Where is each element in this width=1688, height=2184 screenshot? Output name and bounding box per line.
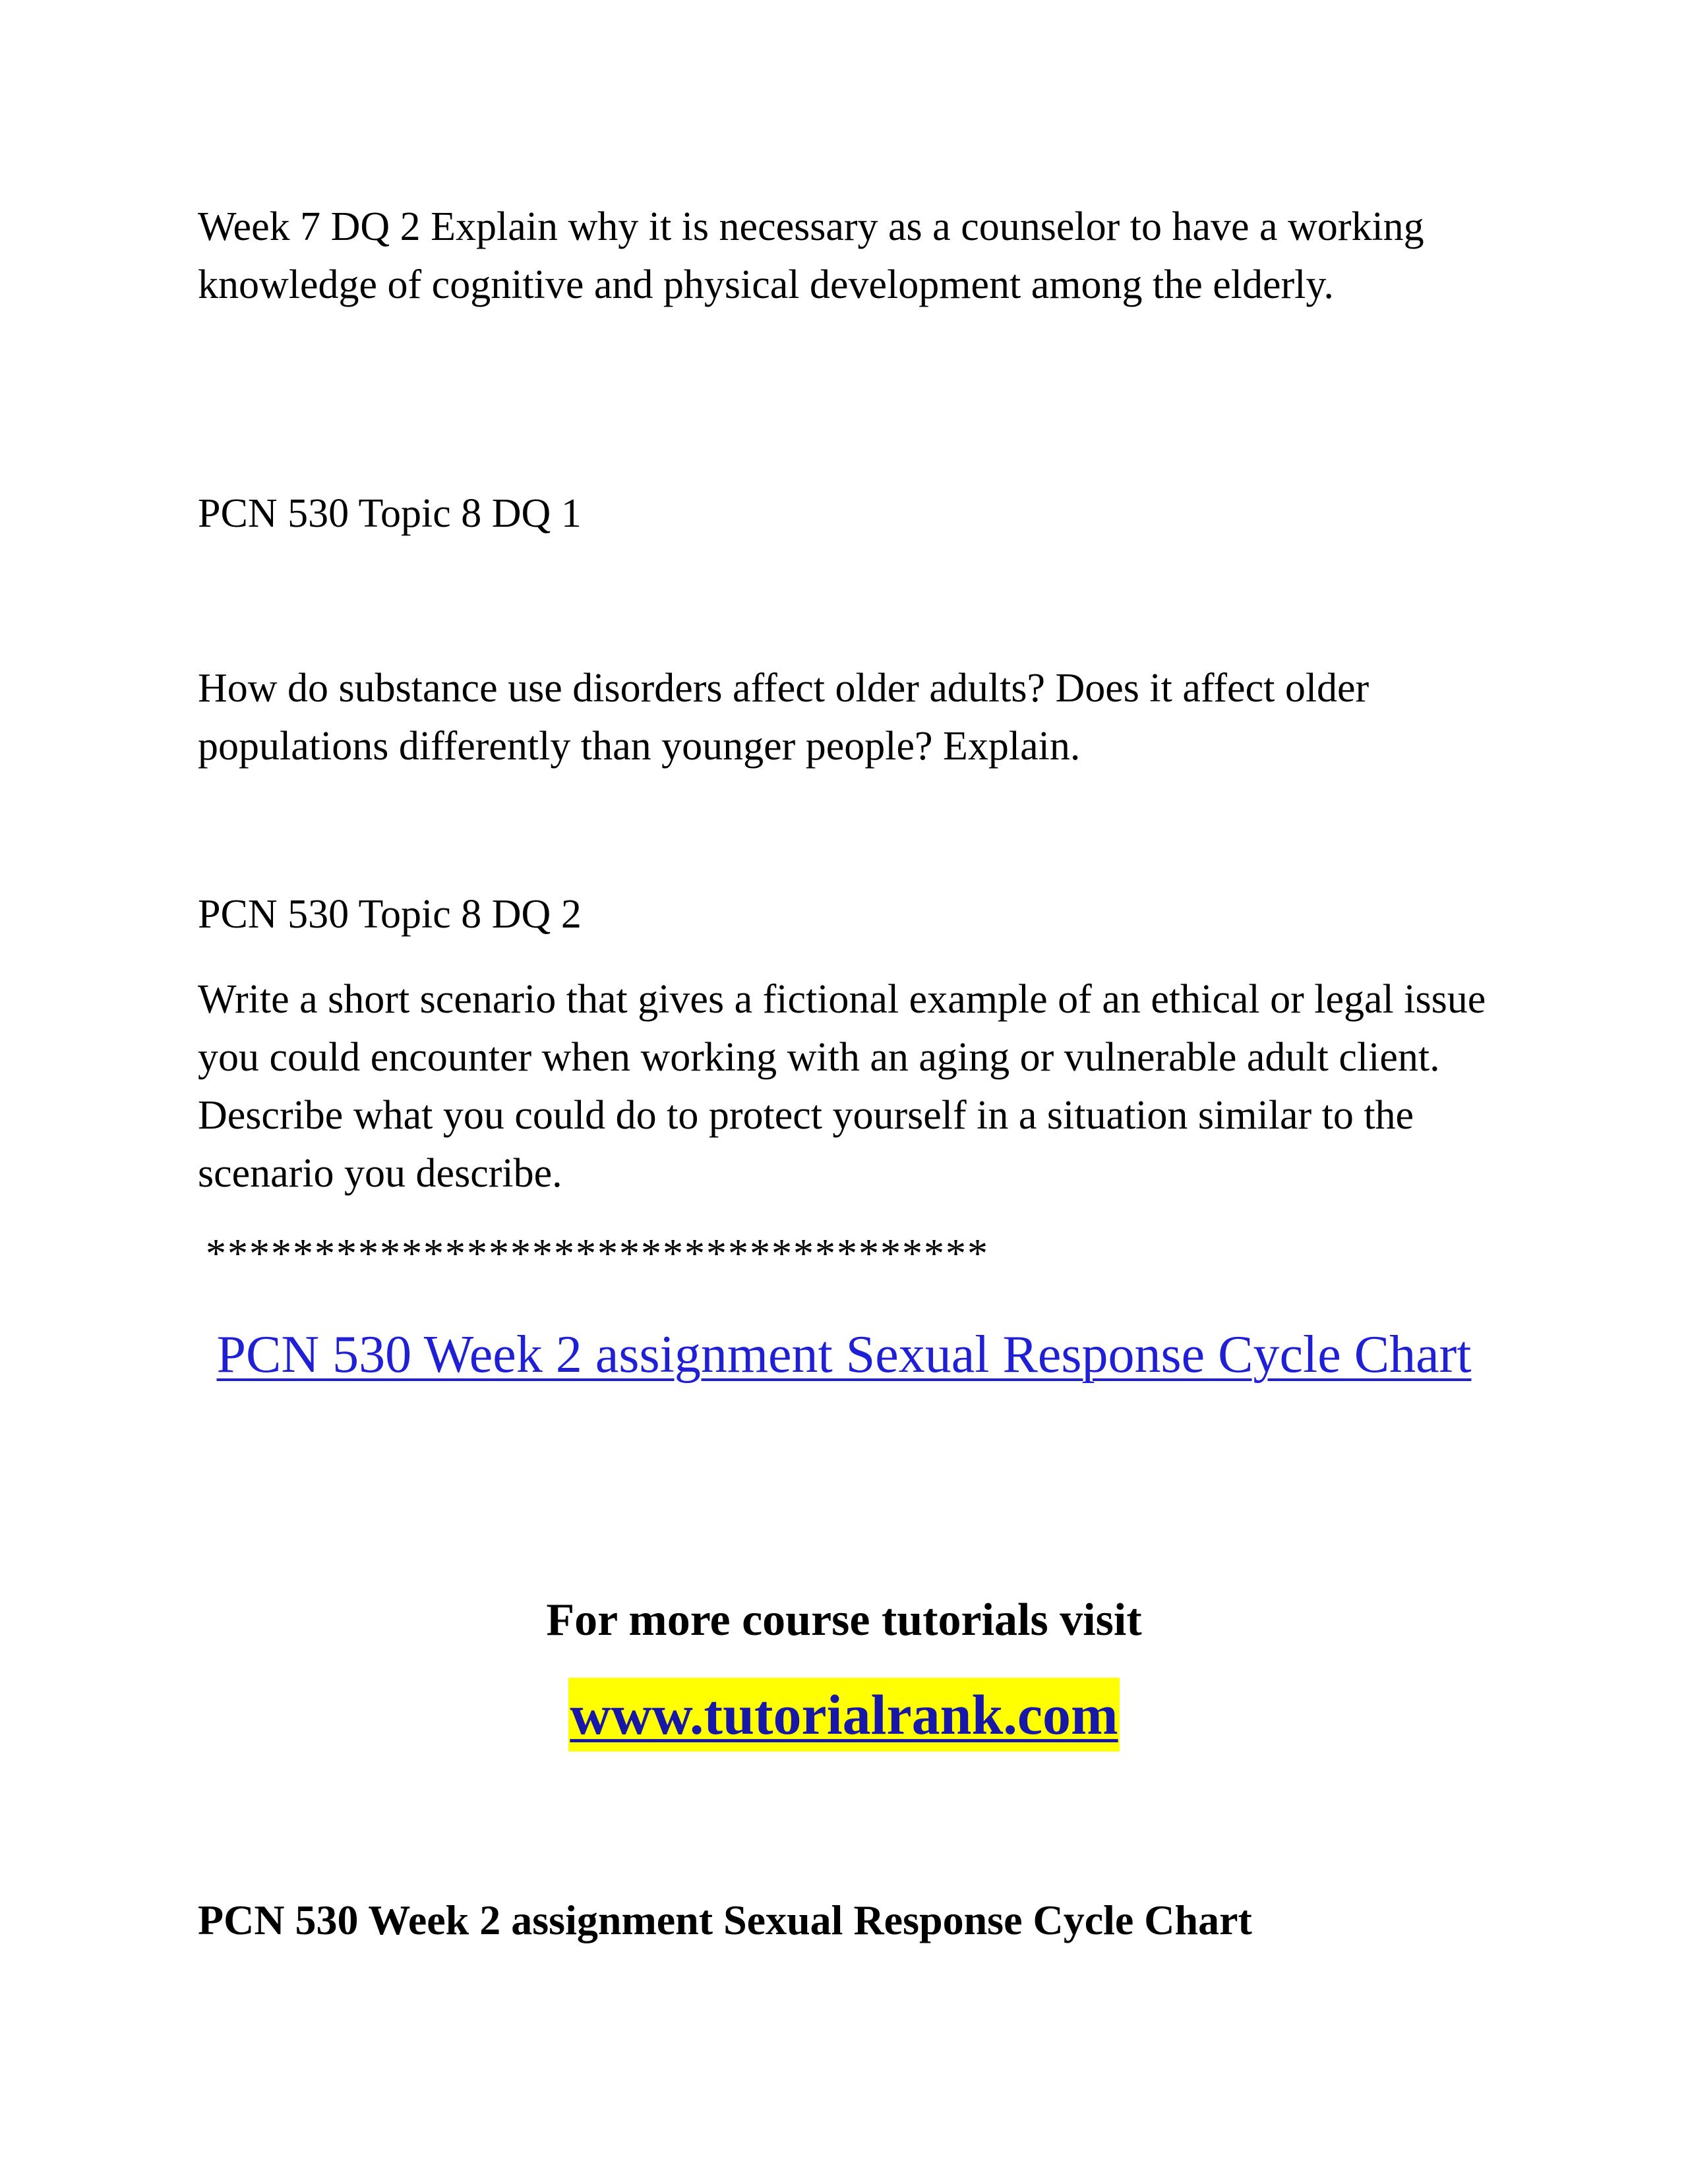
separator-asterisks: ************************************	[206, 1231, 989, 1276]
topic8-dq1-heading: PCN 530 Topic 8 DQ 1	[198, 491, 582, 536]
week7-dq2-question: Week 7 DQ 2 Explain why it is necessary as a counselor to have a working knowledge of cognitive and physical development among the elderly.	[198, 204, 1424, 307]
site-url-container	[198, 1678, 1490, 1752]
week2-assignment-link[interactable]: PCN 530 Week 2 assignment Sexual Response Cycle Chart	[216, 1326, 1472, 1384]
site-url-link[interactable]: www.tutorialrank.com	[568, 1678, 1119, 1752]
week2-assignment-heading: PCN 530 Week 2 assignment Sexual Response Cycle Chart	[198, 1897, 1252, 1943]
topic8-dq2-heading: PCN 530 Topic 8 DQ 2	[198, 892, 582, 937]
topic8-dq1-question: How do substance use disorders affect older adults? Does it affect older populations differently than younger people? Explain.	[198, 666, 1370, 769]
more-tutorials-heading: For more course tutorials visit	[546, 1595, 1142, 1645]
topic8-dq2-question: Write a short scenario that gives a fictional example of an ethical or legal issue you could encounter when working with an aging or vulnerable adult client. Describe what you could do to protect yourself in a situation similar to the scenario you describe.	[198, 977, 1486, 1196]
